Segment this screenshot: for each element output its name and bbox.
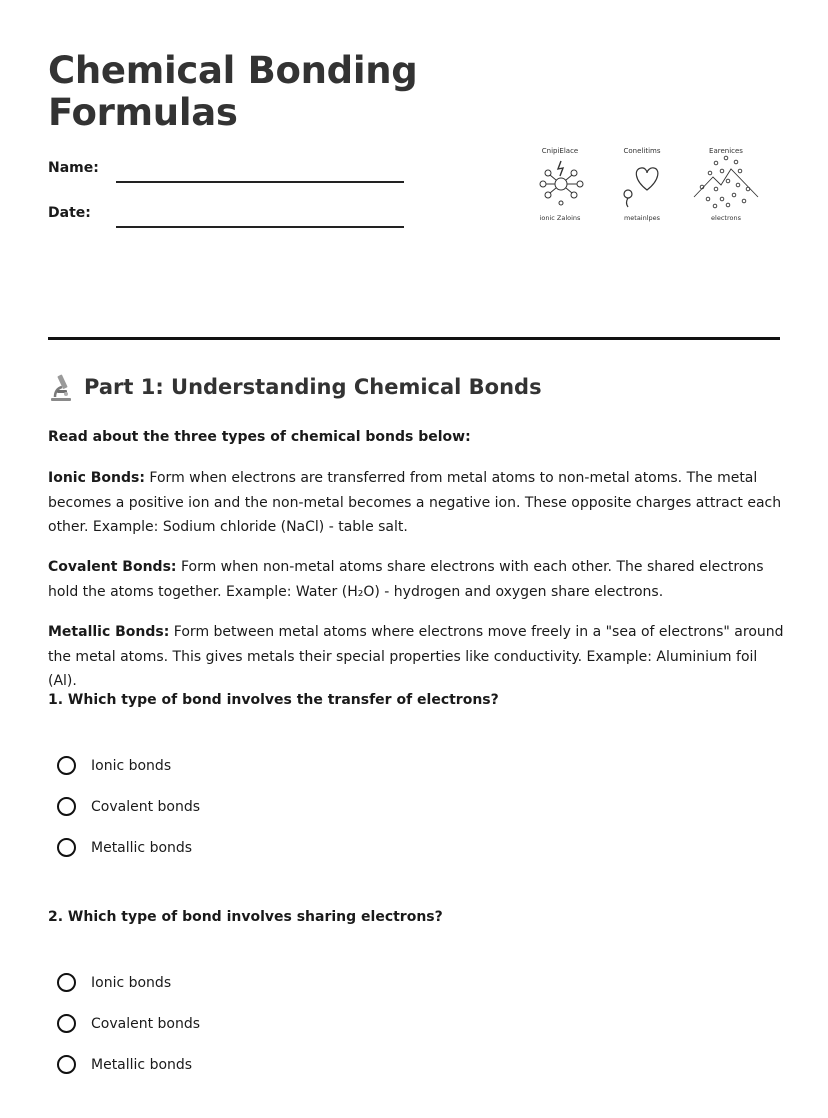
option-label: Ionic bonds xyxy=(91,757,172,774)
option-label: Covalent bonds xyxy=(91,798,201,815)
illus-caption-bottom-1: ionic Zaloins xyxy=(539,214,581,222)
page-title xyxy=(48,50,417,134)
illus-caption-top-1: CnipiElace xyxy=(541,147,579,155)
part1-heading-text: Part 1: Understanding Chemical Bonds xyxy=(84,375,542,399)
name-field[interactable] xyxy=(116,181,404,183)
q2-option-ionic[interactable] xyxy=(57,973,171,992)
section-divider xyxy=(48,337,780,340)
part1-heading xyxy=(48,372,542,402)
date-field[interactable] xyxy=(116,226,404,228)
option-label: Metallic bonds xyxy=(91,1056,193,1073)
title-line-2: Formulas xyxy=(48,91,238,134)
option-label: Covalent bonds xyxy=(91,1015,201,1032)
microscope-icon xyxy=(48,372,74,402)
date-label: Date: xyxy=(48,205,91,221)
covalent-bonds-paragraph xyxy=(48,555,784,604)
question-1: 1. Which type of bond involves the transfer of electrons? xyxy=(48,692,499,708)
name-label: Name: xyxy=(48,160,99,176)
metallic-bonds-term: Metallic Bonds: xyxy=(48,624,170,640)
q1-option-covalent[interactable] xyxy=(57,797,200,816)
radio-button[interactable] xyxy=(57,756,76,775)
q2-option-covalent[interactable] xyxy=(57,1014,200,1033)
ionic-bonds-term: Ionic Bonds: xyxy=(48,470,145,486)
ionic-bonds-text: Form when electrons are transferred from metal atoms to non-metal atoms. The metal becomes a positive ion and the non-metal becomes a negative ion. These opposite charges attract each other. Example: Sodium chloride (NaCl) - table salt. xyxy=(48,470,782,536)
illus-caption-bottom-2: metainlpes xyxy=(623,214,661,222)
question-2: 2. Which type of bond involves sharing electrons? xyxy=(48,909,443,925)
illus-caption-top-2: Conelitims xyxy=(623,147,661,155)
metallic-bonds-paragraph xyxy=(48,620,784,694)
bond-illustration xyxy=(530,143,770,229)
molecule-icon xyxy=(540,161,583,205)
heart-balloon-icon xyxy=(624,168,658,207)
covalent-bonds-text: Form when non-metal atoms share electrons with each other. The shared electrons hold the atoms together. Example: Water (H₂O) - hydrogen and oxygen share electrons. xyxy=(48,559,764,600)
option-label: Ionic bonds xyxy=(91,974,172,991)
radio-button[interactable] xyxy=(57,1055,76,1074)
ionic-bonds-paragraph xyxy=(48,466,784,540)
option-label: Metallic bonds xyxy=(91,839,193,856)
radio-button[interactable] xyxy=(57,838,76,857)
radio-button[interactable] xyxy=(57,1014,76,1033)
radio-button[interactable] xyxy=(57,973,76,992)
radio-button[interactable] xyxy=(57,797,76,816)
q2-option-metallic[interactable] xyxy=(57,1055,192,1074)
illus-caption-bottom-3: electrons xyxy=(711,214,741,222)
q1-option-ionic[interactable] xyxy=(57,756,171,775)
illus-caption-top-3: Earenices xyxy=(709,147,743,155)
metallic-bonds-text: Form between metal atoms where electrons move freely in a "sea of electrons" around the metal atoms. This gives metals their special properties like conductivity. Example: Aluminium foil (Al). xyxy=(48,624,784,690)
electron-sea-icon xyxy=(694,156,758,208)
title-line-1: Chemical Bonding xyxy=(48,49,418,92)
covalent-bonds-term: Covalent Bonds: xyxy=(48,559,177,575)
q1-option-metallic[interactable] xyxy=(57,838,192,857)
part1-intro: Read about the three types of chemical bonds below: xyxy=(48,429,471,445)
